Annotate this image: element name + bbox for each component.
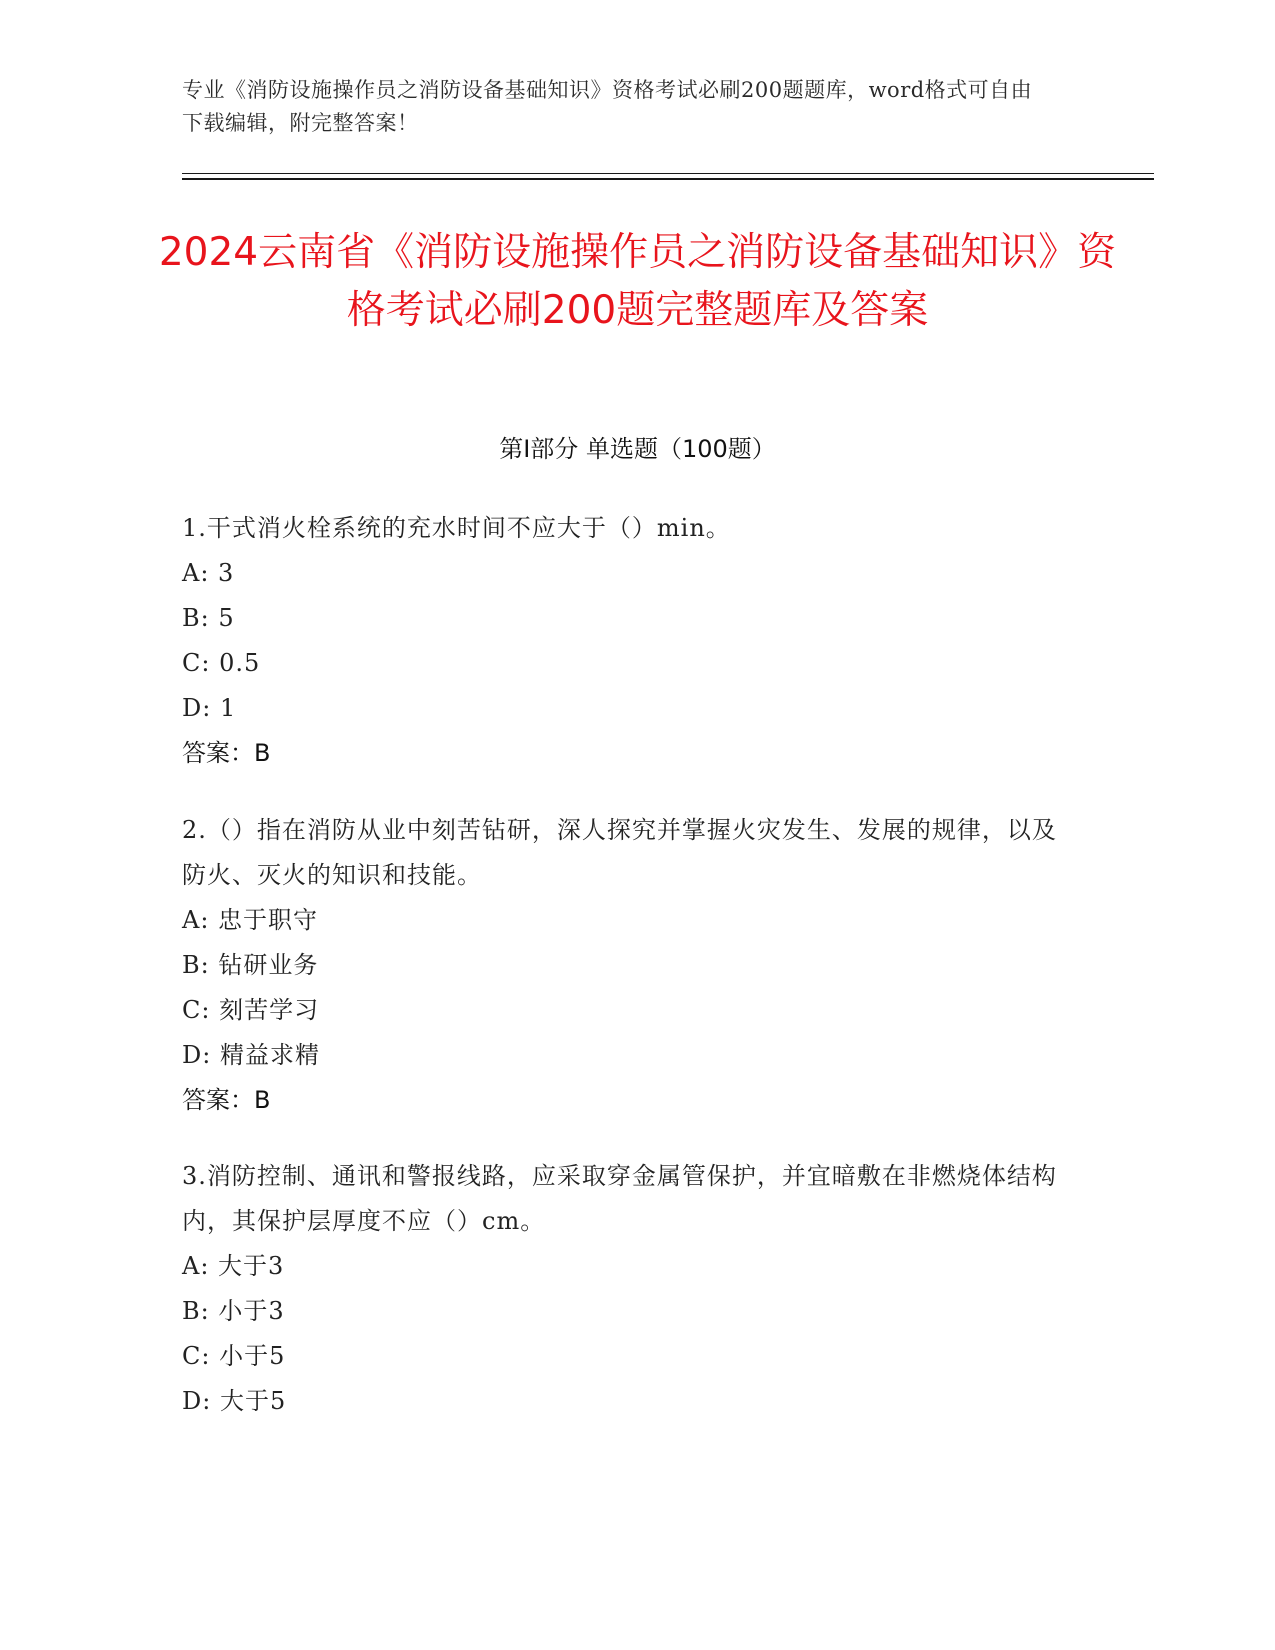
option-c: C: 0.5 [182, 649, 261, 677]
option-d: D: 大于5 [182, 1387, 287, 1415]
question-2 [182, 808, 1062, 1123]
answer: 答案：B [182, 1086, 271, 1114]
option-d: D: 1 [182, 694, 237, 722]
option-a: A: 3 [182, 559, 235, 587]
option-b: B: 钻研业务 [182, 951, 319, 979]
question-stem: 1.干式消火栓系统的充水时间不应大于（）min。 [182, 514, 731, 542]
question-stem: 2.（）指在消防从业中刻苦钻研，深人探究并掌握火灾发生、发展的规律，以及防火、灭火的知识和技能。 [182, 816, 1057, 889]
document-title: 2024云南省《消防设施操作员之消防设备基础知识》资格考试必刷200题完整题库及答案 [158, 230, 1117, 333]
option-c: C: 刻苦学习 [182, 996, 320, 1024]
header-divider-bottom [182, 178, 1154, 180]
question-3 [182, 1154, 1062, 1424]
section-title: 第I部分 单选题（100题） [499, 435, 776, 463]
header-divider-top [182, 173, 1154, 174]
option-d: D: 精益求精 [182, 1041, 320, 1069]
option-a: A: 大于3 [182, 1252, 285, 1280]
option-b: B: 5 [182, 604, 235, 632]
header-note: 专业《消防设施操作员之消防设备基础知识》资格考试必刷200题题库，word格式可自由下载编辑，附完整答案！ [182, 78, 1033, 135]
answer: 答案：B [182, 739, 271, 767]
option-a: A: 忠于职守 [182, 906, 319, 934]
option-b: B: 小于3 [182, 1297, 285, 1325]
question-1 [182, 506, 1062, 776]
question-stem: 3.消防控制、通讯和警报线路，应采取穿金属管保护，并宜暗敷在非燃烧体结构内，其保护层厚度不应（）cm。 [182, 1162, 1057, 1235]
option-c: C: 小于5 [182, 1342, 286, 1370]
